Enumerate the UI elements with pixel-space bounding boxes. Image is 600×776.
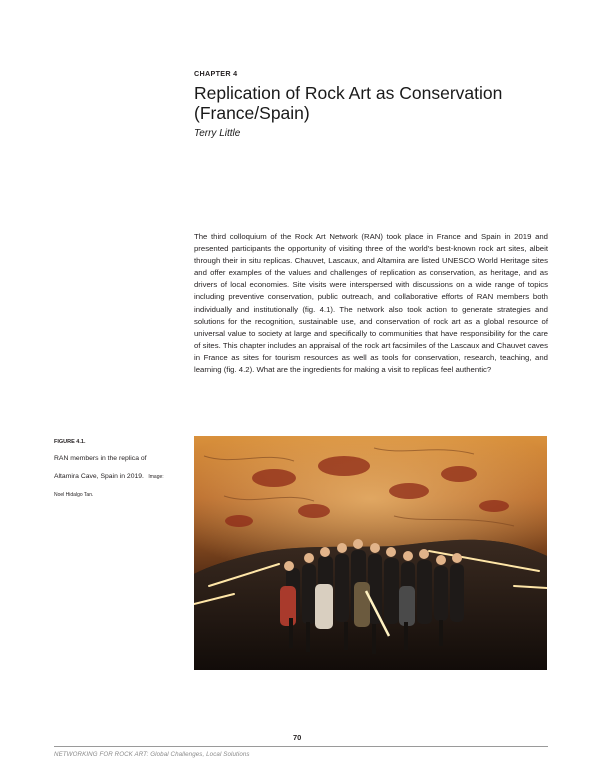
figure-caption [54, 439, 166, 501]
body-paragraph: The third colloquium of the Rock Art Network (RAN) took place in France and Spain in 2019 and presented participants the opportunity of visiting three of the world's best-known rock art sites, albeit through their in situ replicas. Chauvet, Lascaux, and Altamira are listed UNESCO World Heritage sites and offer examples of the values and challenges of replication as conservation, as heritage, and as drivers of local economies. Site visits were interspersed with discussions on a wide range of topics including preventive conservation, public outreach, and collaborative efforts of RAN members both individually and institutionally (fig. 4.1). The network also took action to generate strategies and solutions for the recognition, sustainable use, and conservation of rock art as a global resource of universal value to society at large and specifically to communities that have responsibility for the care of sites. This chapter includes an appraisal of the rock art facsimiles of the Lascaux and Chauvet caves in France as sites for tourism resources as well as tools for conservation, research, teaching, and learning (fig. 4.2). What are the ingredients for making a visit to replicas feel authentic? [194, 232, 548, 375]
figure-caption-text: RAN members in the replica of Altamira Cave, Spain in 2019. [54, 455, 147, 480]
page-number: 70 [293, 733, 302, 742]
author-name: Terry Little [194, 128, 241, 139]
footer-divider [54, 746, 548, 747]
figure-credit: Image: Noel Hidalgo Tan. [54, 474, 164, 498]
running-footer: NETWORKING FOR ROCK ART: Global Challenges, Local Solutions [54, 751, 250, 758]
figure-label: FIGURE 4.1. [54, 439, 86, 445]
chapter-label: CHAPTER 4 [194, 69, 238, 78]
figure-photo [194, 436, 547, 670]
chapter-title: Replication of Rock Art as Conservation (France/Spain) [194, 83, 503, 123]
cave-photo-illustration [194, 436, 547, 670]
